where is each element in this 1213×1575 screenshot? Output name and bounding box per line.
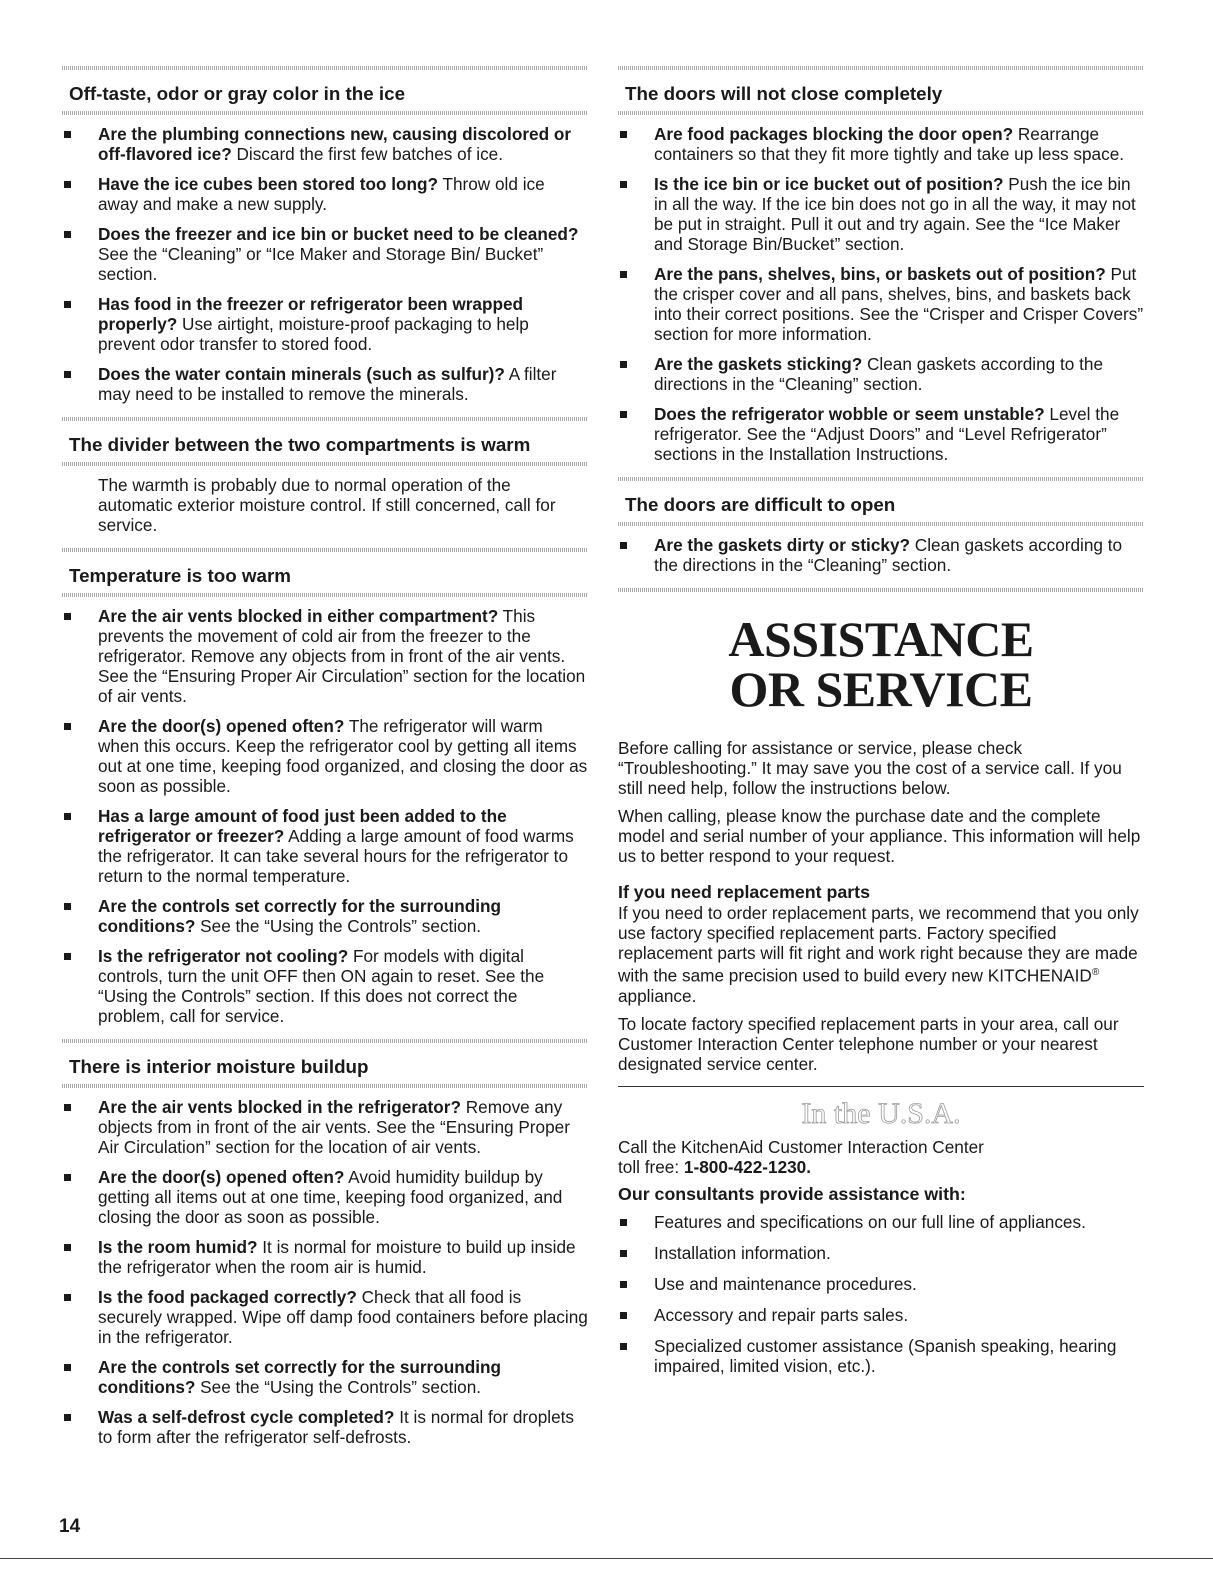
bullet-icon: [620, 131, 627, 138]
list-item: [62, 124, 588, 164]
section-heading: Off-taste, odor or gray color in the ice: [69, 83, 406, 104]
section-off-taste: [62, 66, 588, 404]
list-item: [62, 1237, 588, 1277]
list-item: [62, 174, 588, 214]
bullet-icon: [64, 953, 71, 960]
item-question: Are the door(s) opened often?: [98, 716, 345, 736]
registered-mark: ®: [1091, 967, 1100, 978]
service-text: Accessory and repair parts sales.: [654, 1304, 909, 1325]
call-line-1: Call the KitchenAid Customer Interaction Center: [618, 1136, 984, 1157]
item-question: Are the gaskets sticking?: [654, 354, 863, 374]
list-item: [62, 896, 588, 936]
section-heading: The divider between the two compartments is warm: [69, 434, 531, 455]
service-text: Use and maintenance procedures.: [654, 1273, 917, 1294]
item-answer: The refrigerator will warm when this occurs. Keep the refrigerator cool by getting all items out at one time, keeping food organized, and closing the door as soon as possible.: [98, 716, 588, 796]
list-item: [62, 224, 588, 284]
list-item: [618, 1212, 1144, 1232]
section-rule: [62, 111, 588, 115]
left-column: [62, 66, 588, 1460]
item-question: Is the room humid?: [98, 1237, 258, 1257]
replacement-parts-heading: If you need replacement parts: [618, 882, 870, 902]
toll-free-label: toll free:: [618, 1156, 684, 1177]
item-answer: Clean gaskets according to the directions in the “Cleaning” section.: [654, 535, 1123, 575]
parts-text: If you need to order replacement parts, we recommend that you only use factory specified replacement parts. Factory specified replacement parts will fit right and work right because they are made with the same precision used to build every new KITCHENAID: [618, 903, 1139, 986]
item-question: Are food packages blocking the door open?: [654, 124, 1014, 144]
bullet-icon: [64, 813, 71, 820]
bullet-icon: [64, 1174, 71, 1181]
page-bottom-rule: [0, 1558, 1213, 1559]
list-item: [618, 404, 1144, 464]
list-item: [62, 946, 588, 1026]
section-temperature-warm: [62, 548, 588, 1026]
replacement-parts-paragraph: [618, 903, 1144, 1006]
section-rule: [62, 462, 588, 466]
item-question: Has food in the freezer or refrigerator been wrapped properly?: [98, 294, 524, 334]
bullet-icon: [620, 1250, 627, 1257]
region-heading: In the U.S.A.: [801, 1096, 961, 1130]
assistance-title-line1: ASSISTANCE: [728, 611, 1034, 667]
item-answer: See the “Using the Controls” section.: [195, 1377, 482, 1397]
list-item: [62, 806, 588, 886]
section-rule: [62, 548, 588, 552]
item-question: Does the freezer and ice bin or bucket need to be cleaned?: [98, 224, 579, 244]
bullet-icon: [620, 1281, 627, 1288]
item-answer: Put the crisper cover and all pans, shelves, bins, and baskets back into their correct positions. See the “Crisper and Crisper Covers” section for more information.: [654, 264, 1144, 344]
item-question: Are the air vents blocked in the refrigerator?: [98, 1097, 461, 1117]
section-rule: [618, 522, 1144, 526]
list-item: [618, 124, 1144, 164]
list-item: [618, 174, 1144, 254]
item-answer: Discard the first few batches of ice.: [231, 144, 503, 164]
section-heading: The doors are difficult to open: [625, 494, 896, 515]
assistance-section: [618, 611, 1144, 1376]
section-rule: [618, 111, 1144, 115]
item-answer: Clean gaskets according to the directions in the “Cleaning” section.: [654, 354, 1104, 394]
section-paragraph: The warmth is probably due to normal operation of the automatic exterior moisture control. If still concerned, call for service.: [98, 475, 556, 535]
bullet-icon: [64, 903, 71, 910]
section-doors-not-close: [618, 66, 1144, 464]
bullet-icon: [64, 1364, 71, 1371]
assistance-intro: Before calling for assistance or service, please check “Troubleshooting.” It may save you the cost of a service call. If you still need help, follow the instructions below.: [618, 738, 1122, 798]
phone-number: 1-800-422-1230.: [683, 1156, 812, 1177]
item-question: Is the food packaged correctly?: [98, 1287, 357, 1307]
bullet-icon: [64, 613, 71, 620]
section-doors-difficult: [618, 477, 1144, 592]
item-answer: It is normal for droplets to form after the refrigerator self-defrosts.: [98, 1407, 575, 1447]
divider: [618, 1086, 1144, 1087]
assistance-title-line2: OR SERVICE: [729, 661, 1033, 717]
item-answer: Adding a large amount of food warms the refrigerator. It can take several hours for the refrigerator to return to the normal temperature.: [98, 826, 574, 886]
section-heading: There is interior moisture buildup: [69, 1056, 369, 1077]
item-answer: Remove any objects from in front of the air vents. See the “Ensuring Proper Air Circulation” section for the location of air vents.: [98, 1097, 570, 1157]
bullet-icon: [620, 361, 627, 368]
list-item: [618, 354, 1144, 394]
section-rule: [62, 66, 588, 70]
item-answer: Avoid humidity buildup by getting all items out at one time, keeping food organized, and closing the door as soon as possible.: [98, 1167, 563, 1227]
item-question: Is the ice bin or ice bucket out of position?: [654, 174, 1004, 194]
service-text: Installation information.: [654, 1242, 831, 1263]
list-item: [62, 1097, 588, 1157]
list-item: [62, 1407, 588, 1447]
services-list: [618, 1212, 1144, 1376]
bullet-icon: [64, 1294, 71, 1301]
section-rule: [618, 588, 1144, 592]
list-item: [62, 1167, 588, 1227]
bullet-icon: [620, 411, 627, 418]
service-text: Specialized customer assistance (Spanish speaking, hearing impaired, limited vision, etc.).: [654, 1335, 1117, 1376]
bullet-icon: [64, 1414, 71, 1421]
item-answer: Push the ice bin in all the way. If the ice bin does not go in all the way, it may not be put in straight. Pull it out and try again. See the “Ice Maker and Storage Bin/Bucket” section.: [654, 174, 1136, 254]
list-item: [62, 716, 588, 796]
bullet-icon: [620, 271, 627, 278]
bullet-icon: [64, 131, 71, 138]
item-answer: See the “Cleaning” or “Ice Maker and Storage Bin/ Bucket” section.: [98, 244, 544, 284]
section-divider-warm: [62, 417, 588, 535]
item-answer: See the “Using the Controls” section.: [195, 916, 482, 936]
service-text: Features and specifications on our full line of appliances.: [654, 1211, 1086, 1232]
bullet-icon: [64, 371, 71, 378]
item-question: Are the air vents blocked in either compartment?: [98, 606, 499, 626]
bullet-icon: [620, 181, 627, 188]
item-question: Are the plumbing connections new, causing discolored or off-flavored ice?: [98, 124, 572, 164]
bullet-icon: [620, 1219, 627, 1226]
item-answer: For models with digital controls, turn the unit OFF then ON again to reset. See the “Using the Controls” section. If this does not correct the problem, call for service.: [98, 946, 545, 1026]
section-rule: [62, 1084, 588, 1088]
list-item: [62, 294, 588, 354]
parts-text-end: appliance.: [618, 985, 697, 1006]
list-item: [618, 535, 1144, 575]
item-question: Are the controls set correctly for the surrounding conditions?: [98, 1357, 502, 1397]
section-heading: Temperature is too warm: [69, 565, 291, 586]
item-question: Does the water contain minerals (such as sulfur)?: [98, 364, 505, 384]
item-question: Have the ice cubes been stored too long?: [98, 174, 438, 194]
item-answer: It is normal for moisture to build up inside the refrigerator when the room air is humid.: [98, 1237, 576, 1277]
item-answer: Check that all food is securely wrapped. Wipe off damp food containers before placing in the refrigerator.: [98, 1287, 588, 1347]
item-question: Does the refrigerator wobble or seem unstable?: [654, 404, 1045, 424]
section-rule: [618, 66, 1144, 70]
section-rule: [62, 417, 588, 421]
list-item: [62, 606, 588, 706]
list-item: [618, 1243, 1144, 1263]
call-line-2: [618, 1157, 1144, 1177]
section-moisture-buildup: [62, 1039, 588, 1447]
list-item: [618, 264, 1144, 344]
page-number: 14: [59, 1516, 81, 1537]
consultants-heading: Our consultants provide assistance with:: [618, 1183, 966, 1204]
bullet-icon: [620, 542, 627, 549]
item-question: Are the gaskets dirty or sticky?: [654, 535, 910, 555]
assistance-title: [618, 611, 1144, 717]
item-answer: Use airtight, moisture-proof packaging to help prevent odor transfer to stored food.: [98, 314, 529, 354]
item-question: Are the controls set correctly for the surrounding conditions?: [98, 896, 502, 936]
item-answer: Level the refrigerator. See the “Adjust Doors” and “Level Refrigerator” sections in the Installation Instructions.: [654, 404, 1120, 464]
right-column: [618, 66, 1144, 1387]
list-item: [62, 1287, 588, 1347]
bullet-icon: [64, 1104, 71, 1111]
bullet-icon: [620, 1343, 627, 1350]
list-item: [62, 1357, 588, 1397]
locate-parts-paragraph: To locate factory specified replacement parts in your area, call our Customer Interaction Center telephone number or your nearest designated service center.: [618, 1013, 1119, 1074]
list-item: [618, 1305, 1144, 1325]
section-rule: [62, 1039, 588, 1043]
section-heading: The doors will not close completely: [625, 83, 943, 104]
bullet-icon: [64, 231, 71, 238]
item-question: Are the pans, shelves, bins, or baskets out of position?: [654, 264, 1106, 284]
bullet-icon: [64, 1244, 71, 1251]
list-item: [618, 1274, 1144, 1294]
item-answer: Rearrange containers so that they fit more tightly and take up less space.: [654, 124, 1125, 164]
list-item: [618, 1336, 1144, 1376]
item-answer: A filter may need to be installed to remove the minerals.: [98, 364, 557, 404]
list-item: [62, 364, 588, 404]
item-question: Has a large amount of food just been added to the refrigerator or freezer?: [98, 806, 507, 846]
section-rule: [618, 477, 1144, 481]
assistance-calling-info: When calling, please know the purchase date and the complete model and serial number of your appliance. This information will help us to better respond to your request.: [618, 806, 1141, 866]
bullet-icon: [64, 181, 71, 188]
item-question: Was a self-defrost cycle completed?: [98, 1407, 395, 1427]
item-answer: This prevents the movement of cold air from the freezer to the refrigerator. Remove any objects from in front of the air vents. See the “Ensuring Proper Air Circulation” section for the location of air vents.: [98, 606, 586, 706]
bullet-icon: [620, 1312, 627, 1319]
item-answer: Throw old ice away and make a new supply.: [98, 174, 545, 214]
item-question: Are the door(s) opened often?: [98, 1167, 345, 1187]
item-question: Is the refrigerator not cooling?: [98, 946, 349, 966]
bullet-icon: [64, 301, 71, 308]
bullet-icon: [64, 723, 71, 730]
section-rule: [62, 593, 588, 597]
